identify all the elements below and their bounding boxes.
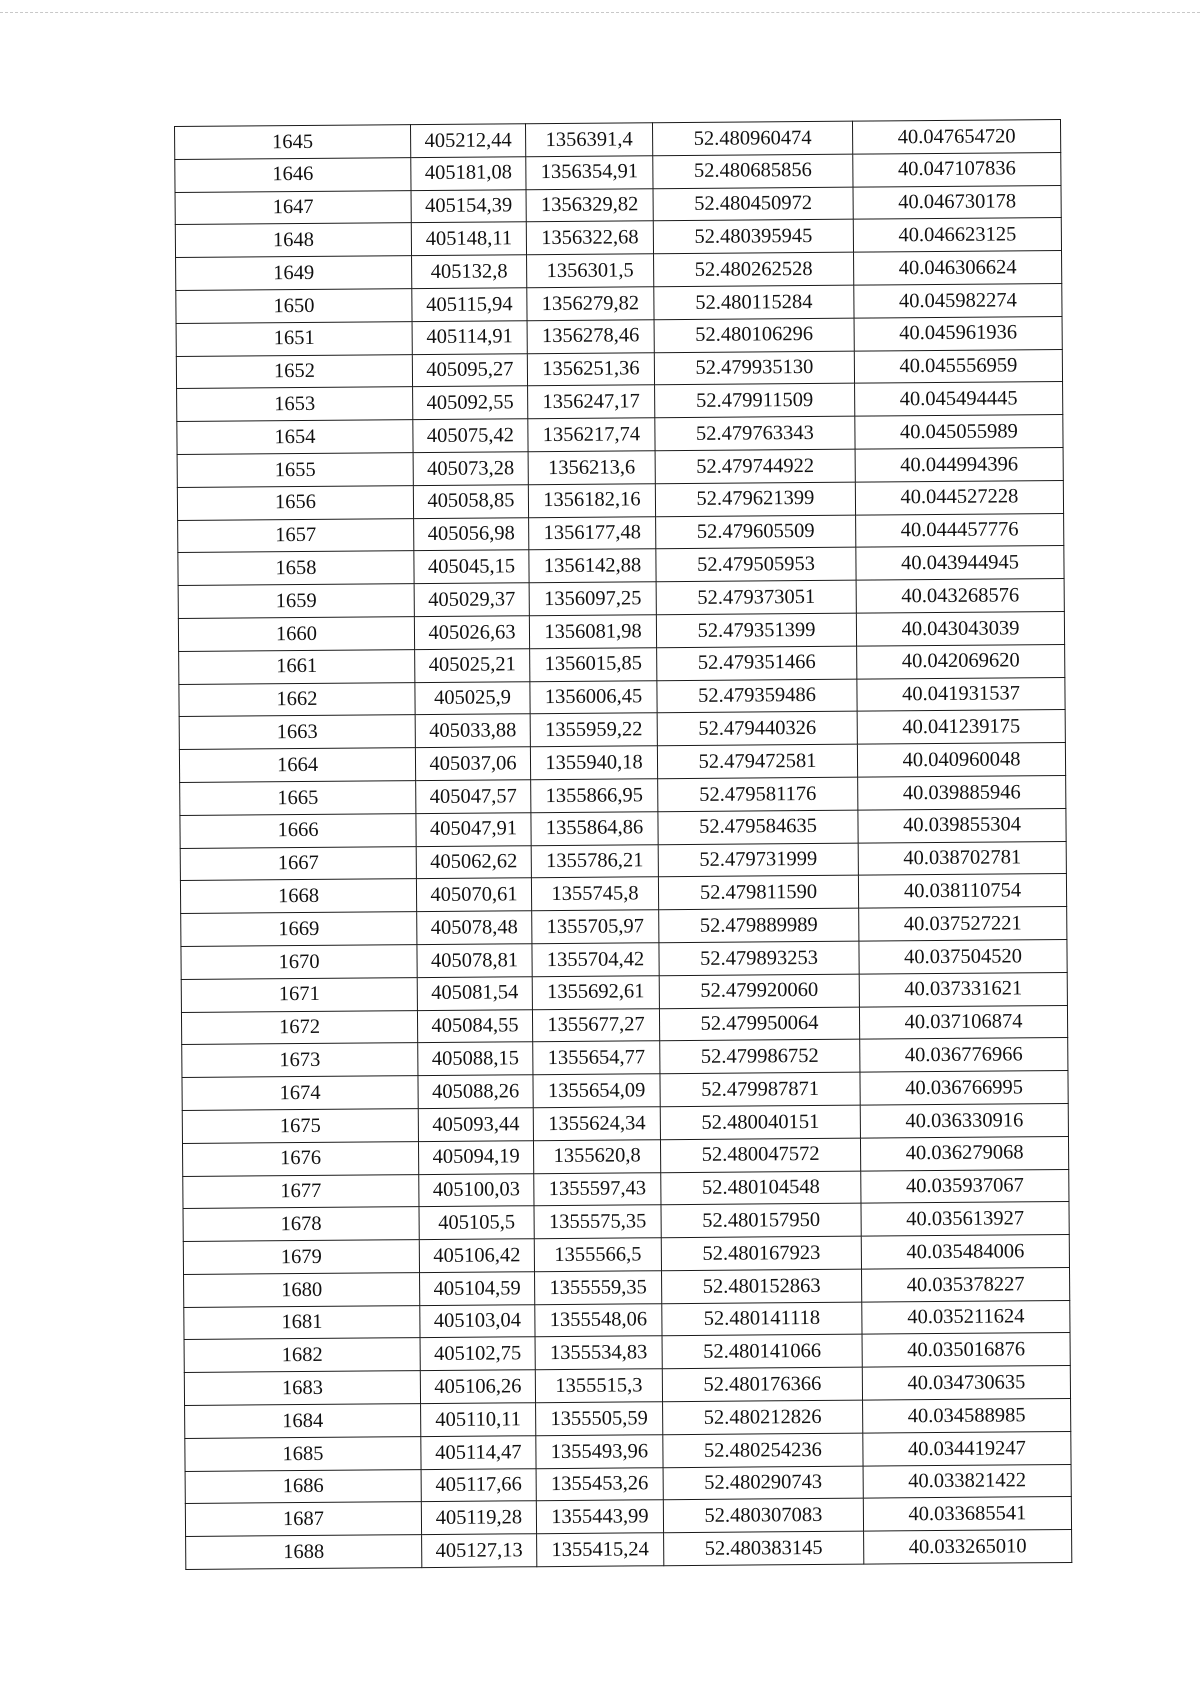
point-number-cell: 1652 bbox=[176, 354, 412, 389]
point-number-cell: 1669 bbox=[181, 912, 417, 947]
latitude-cell: 52.479731999 bbox=[658, 843, 858, 877]
longitude-cell: 40.036279068 bbox=[860, 1136, 1068, 1170]
x-coordinate-cell: 405092,55 bbox=[413, 386, 528, 420]
x-coordinate-cell: 405212,44 bbox=[410, 124, 525, 158]
latitude-cell: 52.480176366 bbox=[662, 1367, 862, 1401]
x-coordinate-cell: 405103,04 bbox=[420, 1304, 535, 1338]
y-coordinate-cell: 1356247,17 bbox=[528, 385, 655, 419]
point-number-cell: 1666 bbox=[180, 813, 416, 848]
latitude-cell: 52.480212826 bbox=[663, 1400, 863, 1434]
point-number-cell: 1682 bbox=[184, 1338, 420, 1373]
y-coordinate-cell: 1355705,97 bbox=[532, 910, 659, 944]
x-coordinate-cell: 405093,44 bbox=[418, 1108, 533, 1142]
point-number-cell: 1657 bbox=[178, 518, 414, 553]
y-coordinate-cell: 1355443,99 bbox=[536, 1500, 663, 1534]
x-coordinate-cell: 405070,61 bbox=[416, 878, 531, 912]
latitude-cell: 52.479911509 bbox=[655, 384, 855, 418]
x-coordinate-cell: 405106,42 bbox=[419, 1239, 534, 1273]
longitude-cell: 40.045556959 bbox=[854, 349, 1062, 383]
x-coordinate-cell: 405037,06 bbox=[415, 747, 530, 781]
point-number-cell: 1687 bbox=[185, 1502, 421, 1537]
longitude-cell: 40.047107836 bbox=[853, 152, 1061, 186]
latitude-cell: 52.480141118 bbox=[662, 1302, 862, 1336]
longitude-cell: 40.035613927 bbox=[861, 1202, 1069, 1236]
y-coordinate-cell: 1355415,24 bbox=[537, 1533, 664, 1567]
longitude-cell: 40.045982274 bbox=[854, 284, 1062, 318]
y-coordinate-cell: 1355493,96 bbox=[536, 1435, 663, 1469]
y-coordinate-cell: 1355575,35 bbox=[534, 1205, 661, 1239]
table-row bbox=[186, 1530, 1072, 1570]
x-coordinate-cell: 405114,91 bbox=[412, 321, 527, 355]
longitude-cell: 40.034419247 bbox=[863, 1431, 1071, 1465]
latitude-cell: 52.480152863 bbox=[662, 1269, 862, 1303]
x-coordinate-cell: 405025,21 bbox=[415, 648, 530, 682]
point-number-cell: 1655 bbox=[177, 453, 413, 488]
y-coordinate-cell: 1355620,8 bbox=[533, 1139, 660, 1173]
y-coordinate-cell: 1355505,59 bbox=[536, 1402, 663, 1436]
point-number-cell: 1688 bbox=[186, 1535, 422, 1570]
y-coordinate-cell: 1355786,21 bbox=[531, 844, 658, 878]
longitude-cell: 40.035378227 bbox=[861, 1267, 1069, 1301]
latitude-cell: 52.480040151 bbox=[660, 1105, 860, 1139]
point-number-cell: 1661 bbox=[179, 649, 415, 684]
longitude-cell: 40.046623125 bbox=[853, 218, 1061, 252]
longitude-cell: 40.034588985 bbox=[863, 1399, 1071, 1433]
y-coordinate-cell: 1356251,36 bbox=[527, 352, 654, 386]
y-coordinate-cell: 1355864,86 bbox=[531, 811, 658, 845]
longitude-cell: 40.038110754 bbox=[858, 874, 1066, 908]
longitude-cell: 40.037331621 bbox=[859, 972, 1067, 1006]
x-coordinate-cell: 405062,62 bbox=[416, 845, 531, 879]
longitude-cell: 40.033821422 bbox=[863, 1464, 1071, 1498]
x-coordinate-cell: 405058,85 bbox=[413, 484, 528, 518]
longitude-cell: 40.041931537 bbox=[857, 677, 1065, 711]
longitude-cell: 40.046306624 bbox=[854, 251, 1062, 285]
x-coordinate-cell: 405106,26 bbox=[420, 1370, 535, 1404]
y-coordinate-cell: 1355704,42 bbox=[532, 943, 659, 977]
point-number-cell: 1647 bbox=[175, 190, 411, 225]
latitude-cell: 52.479811590 bbox=[658, 875, 858, 909]
latitude-cell: 52.479621399 bbox=[655, 482, 855, 516]
longitude-cell: 40.042069620 bbox=[857, 644, 1065, 678]
y-coordinate-cell: 1355453,26 bbox=[536, 1467, 663, 1501]
point-number-cell: 1680 bbox=[184, 1272, 420, 1307]
longitude-cell: 40.043268576 bbox=[856, 579, 1064, 613]
point-number-cell: 1653 bbox=[177, 387, 413, 422]
x-coordinate-cell: 405078,81 bbox=[417, 944, 532, 978]
y-coordinate-cell: 1356279,82 bbox=[527, 287, 654, 321]
x-coordinate-cell: 405117,66 bbox=[421, 1468, 536, 1502]
longitude-cell: 40.046730178 bbox=[853, 185, 1061, 219]
latitude-cell: 52.479744922 bbox=[655, 449, 855, 483]
x-coordinate-cell: 405110,11 bbox=[421, 1403, 536, 1437]
latitude-cell: 52.479605509 bbox=[656, 515, 856, 549]
x-coordinate-cell: 405102,75 bbox=[420, 1337, 535, 1371]
latitude-cell: 52.479505953 bbox=[656, 548, 856, 582]
longitude-cell: 40.045055989 bbox=[855, 415, 1063, 449]
y-coordinate-cell: 1355559,35 bbox=[535, 1271, 662, 1305]
longitude-cell: 40.033685541 bbox=[863, 1497, 1071, 1531]
point-number-cell: 1667 bbox=[180, 846, 416, 881]
x-coordinate-cell: 405100,03 bbox=[419, 1173, 534, 1207]
latitude-cell: 52.479440326 bbox=[657, 711, 857, 745]
y-coordinate-cell: 1355959,22 bbox=[530, 713, 657, 747]
x-coordinate-cell: 405026,63 bbox=[414, 616, 529, 650]
point-number-cell: 1649 bbox=[176, 256, 412, 291]
longitude-cell: 40.041239175 bbox=[857, 710, 1065, 744]
x-coordinate-cell: 405025,9 bbox=[415, 681, 530, 715]
latitude-cell: 52.480047572 bbox=[660, 1138, 860, 1172]
y-coordinate-cell: 1356322,68 bbox=[526, 221, 653, 255]
y-coordinate-cell: 1356177,48 bbox=[529, 516, 656, 550]
point-number-cell: 1679 bbox=[183, 1240, 419, 1275]
latitude-cell: 52.480290743 bbox=[663, 1466, 863, 1500]
coordinates-table-body bbox=[175, 120, 1072, 1570]
latitude-cell: 52.479987871 bbox=[660, 1072, 860, 1106]
point-number-cell: 1678 bbox=[183, 1207, 419, 1242]
x-coordinate-cell: 405029,37 bbox=[414, 583, 529, 617]
y-coordinate-cell: 1355548,06 bbox=[535, 1303, 662, 1337]
point-number-cell: 1671 bbox=[181, 977, 417, 1012]
latitude-cell: 52.479351399 bbox=[656, 613, 856, 647]
longitude-cell: 40.044527228 bbox=[855, 480, 1063, 514]
y-coordinate-cell: 1356015,85 bbox=[530, 647, 657, 681]
latitude-cell: 52.479935130 bbox=[654, 351, 854, 385]
point-number-cell: 1672 bbox=[181, 1010, 417, 1045]
longitude-cell: 40.039885946 bbox=[858, 775, 1066, 809]
point-number-cell: 1656 bbox=[177, 485, 413, 520]
x-coordinate-cell: 405073,28 bbox=[413, 452, 528, 486]
latitude-cell: 52.479351466 bbox=[657, 646, 857, 680]
x-coordinate-cell: 405115,94 bbox=[412, 288, 527, 322]
point-number-cell: 1665 bbox=[180, 781, 416, 816]
latitude-cell: 52.479986752 bbox=[660, 1039, 860, 1073]
point-number-cell: 1645 bbox=[175, 125, 411, 160]
point-number-cell: 1677 bbox=[183, 1174, 419, 1209]
latitude-cell: 52.479359486 bbox=[657, 679, 857, 713]
x-coordinate-cell: 405088,26 bbox=[418, 1075, 533, 1109]
longitude-cell: 40.044457776 bbox=[856, 513, 1064, 547]
longitude-cell: 40.035937067 bbox=[861, 1169, 1069, 1203]
point-number-cell: 1683 bbox=[184, 1371, 420, 1406]
point-number-cell: 1654 bbox=[177, 420, 413, 455]
latitude-cell: 52.480115284 bbox=[654, 285, 854, 319]
y-coordinate-cell: 1355692,61 bbox=[532, 975, 659, 1009]
longitude-cell: 40.035484006 bbox=[861, 1235, 1069, 1269]
point-number-cell: 1685 bbox=[185, 1436, 421, 1471]
point-number-cell: 1675 bbox=[182, 1109, 418, 1144]
longitude-cell: 40.045494445 bbox=[855, 382, 1063, 416]
y-coordinate-cell: 1355654,77 bbox=[533, 1041, 660, 1075]
latitude-cell: 52.480450972 bbox=[653, 187, 853, 221]
point-number-cell: 1662 bbox=[179, 682, 415, 717]
x-coordinate-cell: 405047,57 bbox=[416, 780, 531, 814]
y-coordinate-cell: 1355940,18 bbox=[530, 746, 657, 780]
y-coordinate-cell: 1356213,6 bbox=[528, 451, 655, 485]
latitude-cell: 52.480960474 bbox=[652, 121, 852, 155]
y-coordinate-cell: 1356182,16 bbox=[528, 483, 655, 517]
latitude-cell: 52.480395945 bbox=[653, 220, 853, 254]
x-coordinate-cell: 405119,28 bbox=[421, 1501, 536, 1535]
y-coordinate-cell: 1355515,3 bbox=[535, 1369, 662, 1403]
point-number-cell: 1663 bbox=[179, 715, 415, 750]
latitude-cell: 52.480685856 bbox=[653, 154, 853, 188]
longitude-cell: 40.037527221 bbox=[859, 907, 1067, 941]
longitude-cell: 40.043944945 bbox=[856, 546, 1064, 580]
longitude-cell: 40.037106874 bbox=[859, 1005, 1067, 1039]
coordinates-table bbox=[174, 119, 1072, 1570]
scan-top-edge bbox=[0, 12, 1200, 13]
point-number-cell: 1658 bbox=[178, 551, 414, 586]
y-coordinate-cell: 1356006,45 bbox=[530, 680, 657, 714]
latitude-cell: 52.480167923 bbox=[661, 1236, 861, 1270]
x-coordinate-cell: 405047,91 bbox=[416, 812, 531, 846]
y-coordinate-cell: 1356354,91 bbox=[526, 156, 653, 190]
longitude-cell: 40.035016876 bbox=[862, 1333, 1070, 1367]
longitude-cell: 40.045961936 bbox=[854, 316, 1062, 350]
point-number-cell: 1650 bbox=[176, 289, 412, 324]
y-coordinate-cell: 1356081,98 bbox=[529, 615, 656, 649]
longitude-cell: 40.044994396 bbox=[855, 447, 1063, 481]
x-coordinate-cell: 405056,98 bbox=[414, 517, 529, 551]
latitude-cell: 52.479472581 bbox=[657, 744, 857, 778]
longitude-cell: 40.036766995 bbox=[860, 1071, 1068, 1105]
x-coordinate-cell: 405105,5 bbox=[419, 1206, 534, 1240]
latitude-cell: 52.480383145 bbox=[664, 1531, 864, 1565]
point-number-cell: 1674 bbox=[182, 1076, 418, 1111]
x-coordinate-cell: 405127,13 bbox=[422, 1534, 537, 1568]
y-coordinate-cell: 1355534,83 bbox=[535, 1336, 662, 1370]
point-number-cell: 1670 bbox=[181, 945, 417, 980]
point-number-cell: 1664 bbox=[179, 748, 415, 783]
longitude-cell: 40.040960048 bbox=[857, 743, 1065, 777]
x-coordinate-cell: 405132,8 bbox=[412, 255, 527, 289]
latitude-cell: 52.480106296 bbox=[654, 318, 854, 352]
point-number-cell: 1684 bbox=[185, 1404, 421, 1439]
longitude-cell: 40.047654720 bbox=[852, 120, 1060, 154]
y-coordinate-cell: 1355597,43 bbox=[534, 1172, 661, 1206]
y-coordinate-cell: 1356278,46 bbox=[527, 320, 654, 354]
latitude-cell: 52.480104548 bbox=[661, 1171, 861, 1205]
longitude-cell: 40.037504520 bbox=[859, 939, 1067, 973]
x-coordinate-cell: 405081,54 bbox=[417, 976, 532, 1010]
x-coordinate-cell: 405181,08 bbox=[411, 157, 526, 191]
y-coordinate-cell: 1356097,25 bbox=[529, 582, 656, 616]
latitude-cell: 52.479920060 bbox=[659, 974, 859, 1008]
x-coordinate-cell: 405114,47 bbox=[421, 1436, 536, 1470]
longitude-cell: 40.039855304 bbox=[858, 808, 1066, 842]
latitude-cell: 52.479763343 bbox=[655, 416, 855, 450]
latitude-cell: 52.479889989 bbox=[659, 908, 859, 942]
point-number-cell: 1681 bbox=[184, 1305, 420, 1340]
latitude-cell: 52.479373051 bbox=[656, 580, 856, 614]
x-coordinate-cell: 405148,11 bbox=[411, 222, 526, 256]
y-coordinate-cell: 1356329,82 bbox=[526, 188, 653, 222]
longitude-cell: 40.033265010 bbox=[864, 1530, 1072, 1564]
latitude-cell: 52.480307083 bbox=[663, 1499, 863, 1533]
y-coordinate-cell: 1356301,5 bbox=[527, 254, 654, 288]
x-coordinate-cell: 405154,39 bbox=[411, 189, 526, 223]
point-number-cell: 1673 bbox=[182, 1043, 418, 1078]
y-coordinate-cell: 1356142,88 bbox=[529, 549, 656, 583]
point-number-cell: 1676 bbox=[182, 1141, 418, 1176]
longitude-cell: 40.034730635 bbox=[862, 1366, 1070, 1400]
x-coordinate-cell: 405078,48 bbox=[417, 911, 532, 945]
x-coordinate-cell: 405084,55 bbox=[417, 1009, 532, 1043]
point-number-cell: 1648 bbox=[175, 223, 411, 258]
y-coordinate-cell: 1355654,09 bbox=[533, 1074, 660, 1108]
y-coordinate-cell: 1355745,8 bbox=[531, 877, 658, 911]
longitude-cell: 40.035211624 bbox=[862, 1300, 1070, 1334]
latitude-cell: 52.479581176 bbox=[658, 777, 858, 811]
x-coordinate-cell: 405088,15 bbox=[418, 1042, 533, 1076]
y-coordinate-cell: 1355677,27 bbox=[532, 1008, 659, 1042]
point-number-cell: 1686 bbox=[185, 1469, 421, 1504]
point-number-cell: 1646 bbox=[175, 157, 411, 192]
y-coordinate-cell: 1355566,5 bbox=[534, 1238, 661, 1272]
latitude-cell: 52.479584635 bbox=[658, 810, 858, 844]
x-coordinate-cell: 405095,27 bbox=[412, 353, 527, 387]
point-number-cell: 1659 bbox=[178, 584, 414, 619]
longitude-cell: 40.036776966 bbox=[860, 1038, 1068, 1072]
point-number-cell: 1660 bbox=[178, 617, 414, 652]
point-number-cell: 1651 bbox=[176, 321, 412, 356]
y-coordinate-cell: 1356217,74 bbox=[528, 418, 655, 452]
x-coordinate-cell: 405033,88 bbox=[415, 714, 530, 748]
y-coordinate-cell: 1355866,95 bbox=[531, 779, 658, 813]
longitude-cell: 40.038702781 bbox=[858, 841, 1066, 875]
latitude-cell: 52.480254236 bbox=[663, 1433, 863, 1467]
y-coordinate-cell: 1356391,4 bbox=[525, 123, 652, 157]
longitude-cell: 40.036330916 bbox=[860, 1103, 1068, 1137]
latitude-cell: 52.479893253 bbox=[659, 941, 859, 975]
point-number-cell: 1668 bbox=[180, 879, 416, 914]
latitude-cell: 52.479950064 bbox=[659, 1007, 859, 1041]
x-coordinate-cell: 405094,19 bbox=[418, 1140, 533, 1174]
x-coordinate-cell: 405075,42 bbox=[413, 419, 528, 453]
x-coordinate-cell: 405104,59 bbox=[420, 1272, 535, 1306]
y-coordinate-cell: 1355624,34 bbox=[533, 1107, 660, 1141]
latitude-cell: 52.480262528 bbox=[654, 252, 854, 286]
x-coordinate-cell: 405045,15 bbox=[414, 550, 529, 584]
latitude-cell: 52.480141066 bbox=[662, 1335, 862, 1369]
longitude-cell: 40.043043039 bbox=[856, 611, 1064, 645]
latitude-cell: 52.480157950 bbox=[661, 1203, 861, 1237]
